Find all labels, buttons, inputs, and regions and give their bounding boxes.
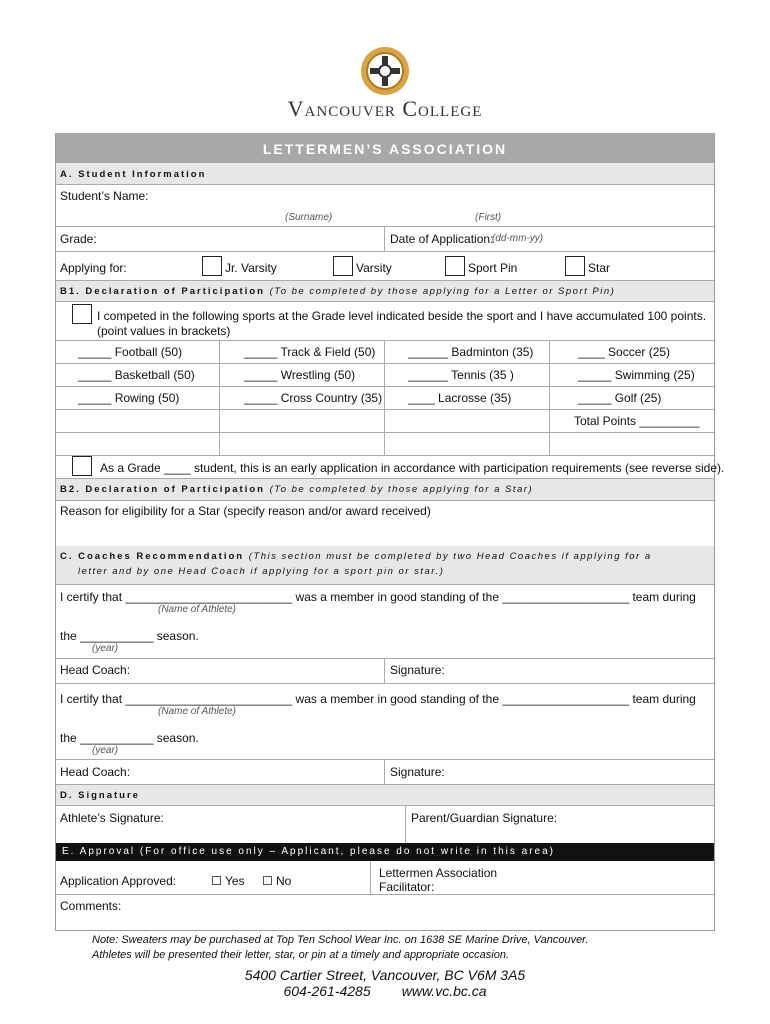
footer-phone: 604-261-4285	[283, 983, 371, 999]
coach-signature-label-2: Signature:	[390, 765, 445, 779]
sport-track-field: _____ Track & Field (50)	[244, 345, 376, 359]
approved-no-label: No	[276, 874, 292, 888]
season-line-1: the ___________ season.	[60, 629, 199, 643]
school-crest-logo	[357, 45, 413, 97]
sport-cross-country: _____ Cross Country (35)	[244, 391, 383, 405]
year-hint-1: (year)	[92, 643, 119, 654]
approved-yes-checkbox[interactable]	[212, 876, 221, 885]
comments-label: Comments:	[60, 899, 122, 913]
season-line-2: the ___________ season.	[60, 731, 199, 745]
footer-note-2: Athletes will be presented their letter, star, or pin at a timely and appropriate occasion.	[92, 949, 510, 961]
section-d-heading: D. Signature	[60, 790, 140, 801]
sport-lacrosse: ____ Lacrosse (35)	[408, 391, 512, 405]
participation-checkbox[interactable]	[72, 304, 92, 324]
coach-signature-label-1: Signature:	[390, 663, 445, 677]
year-hint-2: (year)	[92, 745, 119, 756]
section-a-heading: A. Student Information	[60, 169, 207, 180]
footer-address: 5400 Cartier Street, Vancouver, BC V6M 3A5	[244, 967, 526, 983]
athlete-signature-label: Athlete’s Signature:	[60, 811, 164, 825]
early-application-checkbox[interactable]	[72, 456, 92, 476]
sport-soccer: ____ Soccer (25)	[578, 345, 671, 359]
athlete-name-hint-2: (Name of Athlete)	[158, 706, 236, 717]
jr-varsity-label: Jr. Varsity	[225, 261, 277, 275]
date-format-hint: (dd-mm-yy)	[492, 233, 544, 244]
sport-basketball: _____ Basketball (50)	[78, 368, 195, 382]
sec-d-band	[56, 784, 714, 805]
head-coach-label-2: Head Coach:	[60, 765, 131, 779]
sport-pin-checkbox[interactable]	[445, 256, 465, 276]
students-name-label: Student’s Name:	[60, 189, 149, 203]
sport-pin-label: Sport Pin	[468, 261, 518, 275]
star-checkbox[interactable]	[565, 256, 585, 276]
section-e-heading: E. Approval (For office use only – Applicant, please do not write in this area)	[56, 843, 714, 861]
surname-hint: (Surname)	[285, 212, 333, 223]
section-b1-heading: B1. Declaration of Participation (To be completed by those applying for a Letter or Sport Pin)	[60, 286, 616, 297]
application-approved-label: Application Approved:	[60, 874, 177, 888]
footer-note-1: Note: Sweaters may be purchased at Top Ten School Wear Inc. on 1638 SE Marine Drive, Vancouver.	[92, 934, 589, 946]
approved-yes-label: Yes	[225, 874, 245, 888]
section-c-heading: C. Coaches Recommendation (This section must be completed by two Head Coaches if applying for a	[60, 551, 652, 562]
point-values-note: (point values in brackets)	[97, 324, 231, 338]
grade-label: Grade:	[60, 232, 97, 246]
facilitator-label-line1: Lettermen Association	[379, 866, 498, 880]
footer-contact	[0, 983, 770, 999]
certify-line-2: I certify that _________________________ was a member in good standing of the ___________________ team during	[60, 692, 696, 706]
section-b2-heading: B2. Declaration of Participation (To be completed by those applying for a Star)	[60, 484, 534, 495]
approved-no-checkbox[interactable]	[263, 876, 272, 885]
participation-statement: I competed in the following sports at the Grade level indicated beside the sport and I have accumulated 100 points.	[97, 309, 707, 323]
school-name: Vancouver College	[287, 96, 483, 121]
sport-golf: _____ Golf (25)	[578, 391, 662, 405]
applying-for-label: Applying for:	[60, 261, 127, 275]
sport-rowing: _____ Rowing (50)	[78, 391, 180, 405]
varsity-checkbox[interactable]	[333, 256, 353, 276]
form-title: LETTERMEN’S ASSOCIATION	[56, 133, 714, 163]
total-points: Total Points _________	[574, 414, 700, 428]
sport-tennis: ______ Tennis (35 )	[408, 368, 514, 382]
parent-signature-label: Parent/Guardian Signature:	[411, 811, 558, 825]
first-hint: (First)	[475, 212, 502, 223]
athlete-name-hint-1: (Name of Athlete)	[158, 604, 236, 615]
jr-varsity-checkbox[interactable]	[202, 256, 222, 276]
varsity-label: Varsity	[356, 261, 392, 275]
early-application-statement: As a Grade ____ student, this is an early application in accordance with participation requirements (see reverse side).	[100, 461, 725, 475]
certify-line-1: I certify that _________________________ was a member in good standing of the ___________________ team during	[60, 590, 696, 604]
head-coach-label-1: Head Coach:	[60, 663, 131, 677]
facilitator-label-line2: Facilitator:	[379, 880, 435, 894]
section-c-note: letter and by one Head Coach if applying for a sport pin or star.)	[78, 566, 445, 577]
sport-wrestling: _____ Wrestling (50)	[244, 368, 356, 382]
sport-swimming: _____ Swimming (25)	[578, 368, 695, 382]
date-label: Date of Application:	[390, 232, 494, 246]
sport-football: _____ Football (50)	[78, 345, 183, 359]
star-reason-label: Reason for eligibility for a Star (specify reason and/or award received)	[60, 504, 431, 518]
footer-website[interactable]: www.vc.bc.ca	[401, 983, 487, 999]
star-label: Star	[588, 261, 611, 275]
sport-badminton: ______ Badminton (35)	[408, 345, 534, 359]
